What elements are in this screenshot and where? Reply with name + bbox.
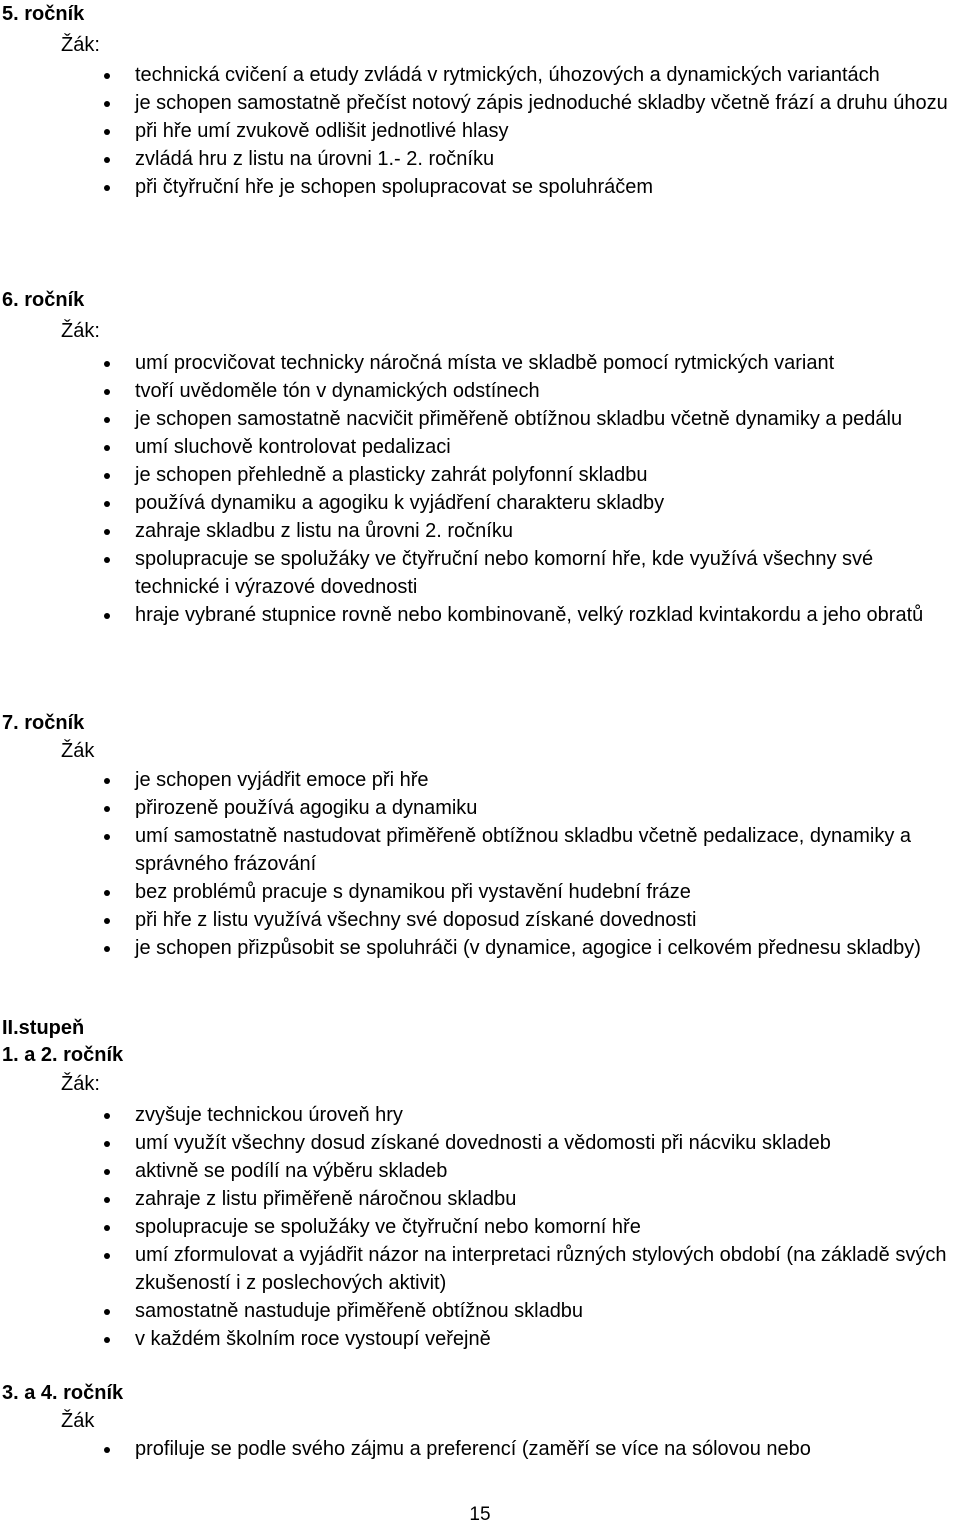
list-item-text: aktivně se podílí na výběru skladeb bbox=[135, 1160, 448, 1182]
list-item bbox=[0, 349, 960, 377]
bullet-icon bbox=[104, 1309, 110, 1315]
list-item-text: spolupracuje se spolužáky ve čtyřruční nebo komorní hře, kde využívá všechny své technické i výrazové dovednosti bbox=[135, 548, 874, 598]
bullet-icon bbox=[104, 1225, 110, 1231]
list-item-text: je schopen přizpůsobit se spoluhráči (v dynamice, agogice i celkovém přednesu skladby) bbox=[135, 937, 921, 959]
bullet-icon bbox=[104, 1169, 110, 1175]
bullet-icon bbox=[104, 890, 110, 896]
list-item bbox=[0, 1435, 960, 1463]
section-heading-grade-6: 6. ročník bbox=[2, 289, 85, 311]
bullet-icon bbox=[104, 1447, 110, 1453]
list-item bbox=[0, 433, 960, 461]
list-item-text: umí zformulovat a vyjádřit názor na interpretaci různých stylových období (na základě svých zkušeností i z poslechových aktivit) bbox=[135, 1244, 947, 1294]
bullet-icon bbox=[104, 361, 110, 367]
outcome-list-grade-5 bbox=[0, 61, 960, 201]
list-item bbox=[0, 601, 960, 629]
bullet-icon bbox=[104, 1337, 110, 1343]
list-item-text: při hře umí zvukově odlišit jednotlivé hlasy bbox=[135, 120, 509, 142]
bullet-icon bbox=[104, 946, 110, 952]
pupil-label: Žák: bbox=[61, 1073, 100, 1095]
list-item-text: bez problémů pracuje s dynamikou při vystavění hudební fráze bbox=[135, 881, 691, 903]
pupil-label: Žák bbox=[61, 740, 95, 762]
bullet-icon bbox=[104, 1113, 110, 1119]
list-item-text: umí samostatně nastudovat přiměřeně obtížnou skladbu včetně pedalizace, dynamiky a správného frázování bbox=[135, 825, 911, 875]
list-item-text: používá dynamiku a agogiku k vyjádření charakteru skladby bbox=[135, 492, 665, 514]
list-item bbox=[0, 822, 960, 878]
list-item bbox=[0, 1213, 960, 1241]
stage-heading: II.stupeň bbox=[2, 1017, 85, 1039]
list-item-text: samostatně nastuduje přiměřeně obtížnou skladbu bbox=[135, 1300, 584, 1322]
list-item bbox=[0, 766, 960, 794]
list-item-text: technická cvičení a etudy zvládá v rytmických, úhozových a dynamických variantách bbox=[135, 64, 880, 86]
bullet-icon bbox=[104, 529, 110, 535]
list-item bbox=[0, 878, 960, 906]
bullet-icon bbox=[104, 129, 110, 135]
list-item-text: hraje vybrané stupnice rovně nebo kombinovaně, velký rozklad kvintakordu a jeho obratů bbox=[135, 604, 924, 626]
section-heading-grades-1-2: 1. a 2. ročník bbox=[2, 1044, 124, 1066]
list-item-text: profiluje se podle svého zájmu a preferencí (zaměří se více na sólovou nebo bbox=[135, 1438, 811, 1460]
list-item-text: zvyšuje technickou úroveň hry bbox=[135, 1104, 403, 1126]
list-item-text: přirozeně používá agogiku a dynamiku bbox=[135, 797, 478, 819]
list-item bbox=[0, 405, 960, 433]
list-item-text: při čtyřruční hře je schopen spolupracovat se spoluhráčem bbox=[135, 176, 654, 198]
bullet-icon bbox=[104, 501, 110, 507]
list-item bbox=[0, 145, 960, 173]
list-item bbox=[0, 545, 960, 601]
bullet-icon bbox=[104, 417, 110, 423]
list-item bbox=[0, 906, 960, 934]
list-item bbox=[0, 517, 960, 545]
list-item bbox=[0, 489, 960, 517]
list-item bbox=[0, 1325, 960, 1353]
list-item bbox=[0, 461, 960, 489]
list-item-text: je schopen samostatně přečíst notový zápis jednoduché skladby včetně frází a druhu úhozu bbox=[135, 92, 948, 114]
list-item-text: je schopen vyjádřit emoce při hře bbox=[135, 769, 429, 791]
bullet-icon bbox=[104, 445, 110, 451]
bullet-icon bbox=[104, 1197, 110, 1203]
list-item bbox=[0, 61, 960, 89]
list-item-text: je schopen samostatně nacvičit přiměřeně obtížnou skladbu včetně dynamiky a pedálu bbox=[135, 408, 903, 430]
list-item bbox=[0, 1129, 960, 1157]
list-item-text: při hře z listu využívá všechny své doposud získané dovednosti bbox=[135, 909, 697, 931]
bullet-icon bbox=[104, 1141, 110, 1147]
list-item bbox=[0, 1185, 960, 1213]
pupil-label: Žák: bbox=[61, 34, 100, 56]
pupil-label: Žák bbox=[61, 1410, 95, 1432]
bullet-icon bbox=[104, 101, 110, 107]
list-item bbox=[0, 1241, 960, 1297]
list-item bbox=[0, 1101, 960, 1129]
list-item bbox=[0, 89, 960, 117]
list-item-text: tvoří uvědoměle tón v dynamických odstínech bbox=[135, 380, 540, 402]
pupil-label: Žák: bbox=[61, 320, 100, 342]
outcome-list-grades-3-4 bbox=[0, 1435, 960, 1463]
list-item bbox=[0, 794, 960, 822]
bullet-icon bbox=[104, 778, 110, 784]
list-item-text: umí procvičovat technicky náročná místa ve skladbě pomocí rytmických variant bbox=[135, 352, 835, 374]
list-item-text: zahraje skladbu z listu na ůrovni 2. ročníku bbox=[135, 520, 513, 542]
list-item bbox=[0, 377, 960, 405]
list-item-text: v každém školním roce vystoupí veřejně bbox=[135, 1328, 491, 1350]
section-heading-grades-3-4: 3. a 4. ročník bbox=[2, 1382, 124, 1404]
bullet-icon bbox=[104, 389, 110, 395]
bullet-icon bbox=[104, 157, 110, 163]
outcome-list-grades-1-2 bbox=[0, 1101, 960, 1353]
list-item bbox=[0, 934, 960, 962]
bullet-icon bbox=[104, 834, 110, 840]
section-heading-grade-7: 7. ročník bbox=[2, 712, 85, 734]
bullet-icon bbox=[104, 918, 110, 924]
bullet-icon bbox=[104, 557, 110, 563]
bullet-icon bbox=[104, 1253, 110, 1259]
list-item bbox=[0, 173, 960, 201]
list-item-text: spolupracuje se spolužáky ve čtyřruční nebo komorní hře bbox=[135, 1216, 641, 1238]
section-heading-grade-5: 5. ročník bbox=[2, 3, 85, 25]
page-number: 15 bbox=[469, 1504, 491, 1525]
list-item bbox=[0, 1297, 960, 1325]
list-item-text: umí využít všechny dosud získané dovednosti a vědomosti při nácviku skladeb bbox=[135, 1132, 831, 1154]
list-item-text: zvládá hru z listu na úrovni 1.- 2. ročníku bbox=[135, 148, 495, 170]
bullet-icon bbox=[104, 473, 110, 479]
bullet-icon bbox=[104, 185, 110, 191]
outcome-list-grade-7 bbox=[0, 766, 960, 962]
list-item bbox=[0, 1157, 960, 1185]
outcome-list-grade-6 bbox=[0, 349, 960, 629]
list-item-text: je schopen přehledně a plasticky zahrát polyfonní skladbu bbox=[135, 464, 648, 486]
bullet-icon bbox=[104, 73, 110, 79]
list-item-text: umí sluchově kontrolovat pedalizaci bbox=[135, 436, 451, 458]
bullet-icon bbox=[104, 806, 110, 812]
bullet-icon bbox=[104, 613, 110, 619]
list-item-text: zahraje z listu přiměřeně náročnou skladbu bbox=[135, 1188, 517, 1210]
list-item bbox=[0, 117, 960, 145]
